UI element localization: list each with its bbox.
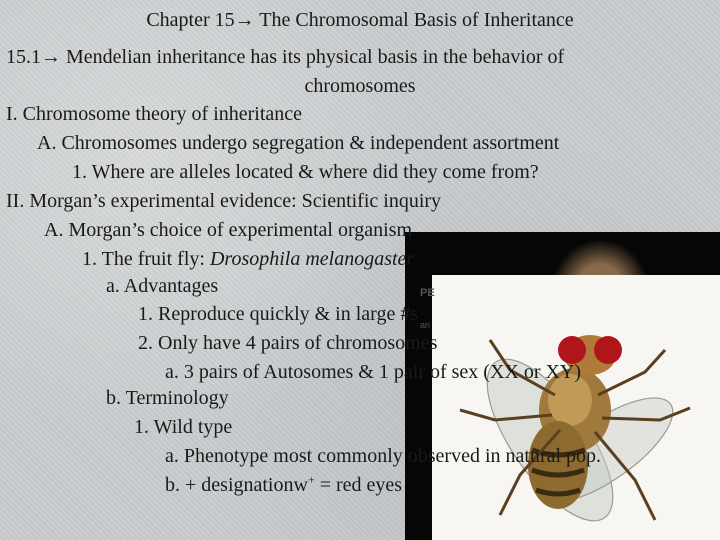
outline-item: 1. Reproduce quickly & in large #s xyxy=(138,303,419,325)
fruit-fly-line xyxy=(82,246,414,272)
outline-item: II. Morgan’s experimental evidence: Scientific inquiry xyxy=(6,190,442,212)
subtitle-line-2: chromosomes xyxy=(304,75,416,97)
designation-prefix: b. + designation xyxy=(165,474,294,496)
fruit-fly-illustration xyxy=(440,300,710,540)
photo-label: PE xyxy=(420,287,435,299)
outline-item: 2. Only have 4 pairs of chromosomes xyxy=(138,332,438,354)
outline-item: a. Phenotype most commonly observed in natural pop. xyxy=(165,445,602,467)
designation-line xyxy=(165,472,402,498)
slide-title: Chapter 15→ The Chromosomal Basis of Inheritance xyxy=(146,9,574,31)
outline-item: 1. Wild type xyxy=(134,416,233,438)
outline-item: I. Chromosome theory of inheritance xyxy=(6,103,303,125)
fruit-fly-prefix: 1. The fruit fly: xyxy=(82,248,210,270)
photo-label-small: an xyxy=(420,320,431,330)
subtitle-line-1: 15.1→ Mendelian inheritance has its physical basis in the behavior of xyxy=(6,46,565,68)
outline-item: A. Morgan’s choice of experimental organism xyxy=(44,219,413,241)
outline-item: A. Chromosomes undergo segregation & independent assortment xyxy=(37,132,560,154)
designation-allele: w xyxy=(293,474,308,496)
outline-item: a. Advantages xyxy=(106,275,219,297)
designation-suffix: = red eyes xyxy=(314,474,403,496)
outline-item: a. 3 pairs of Autosomes & 1 pair of sex (XX or XY) xyxy=(165,361,582,383)
outline-item: b. Terminology xyxy=(106,387,229,409)
outline-item: 1. Where are alleles located & where did they come from? xyxy=(72,161,539,183)
species-name: Drosophila melanogaster xyxy=(209,248,415,270)
designation-superscript: + xyxy=(307,472,315,487)
